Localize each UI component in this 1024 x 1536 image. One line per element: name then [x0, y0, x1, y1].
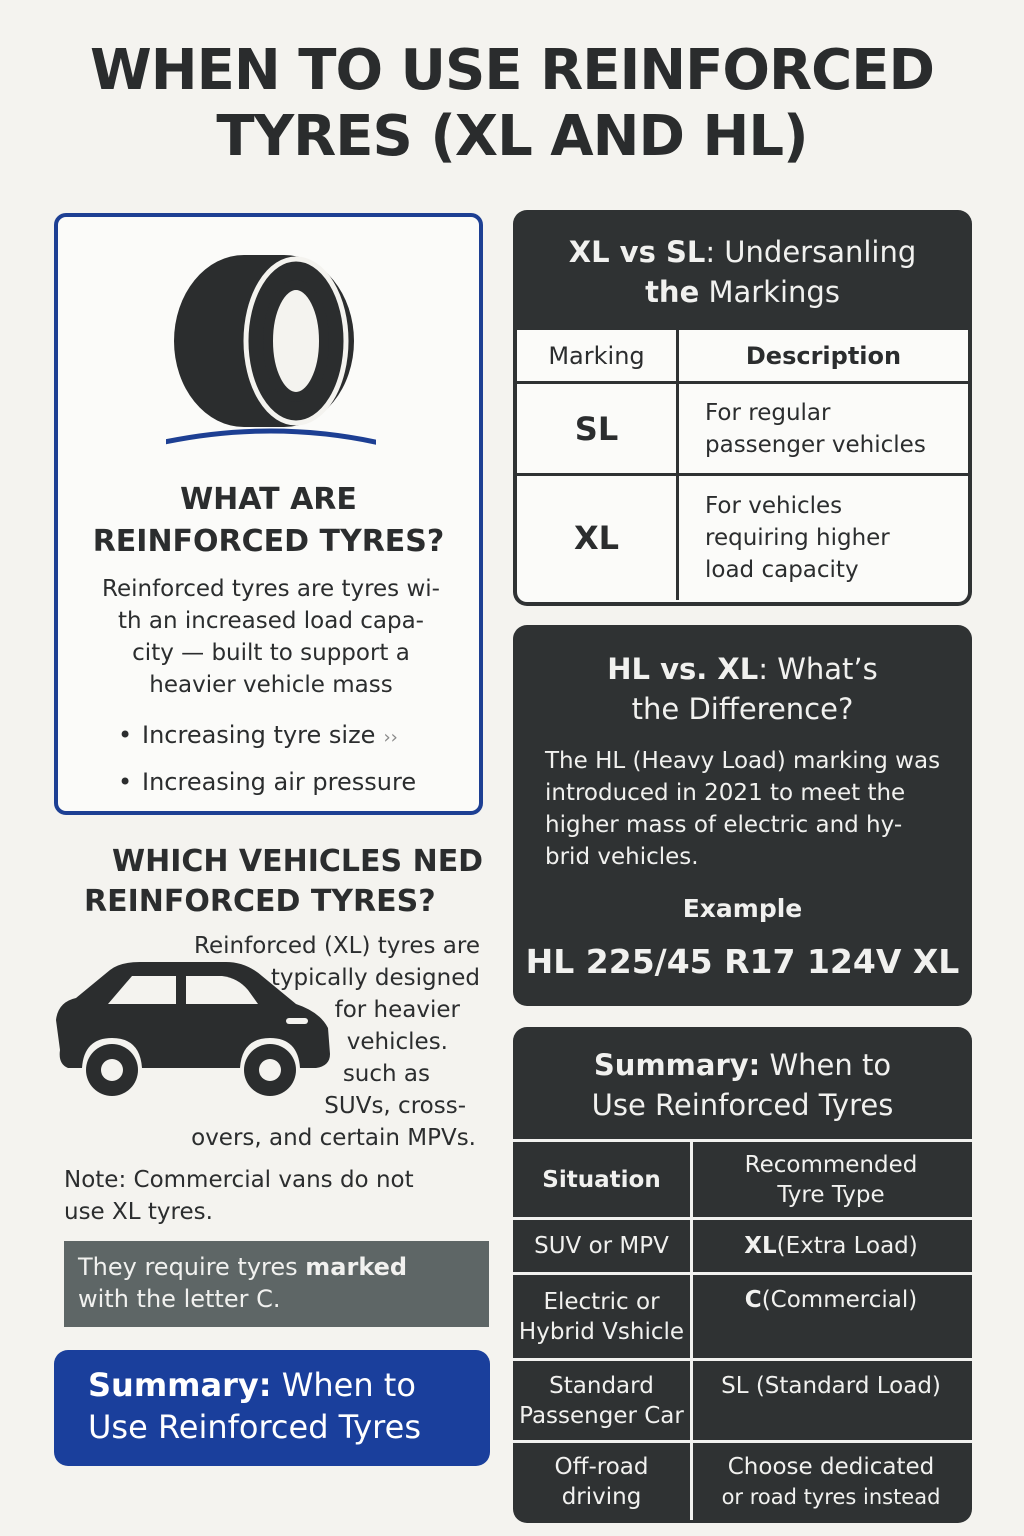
table-row: [517, 384, 968, 476]
marking-cell: XL: [517, 476, 679, 600]
situation-line: Electric or: [543, 1288, 660, 1315]
summary-row: [513, 1272, 972, 1358]
which-vehicles-heading-line-2: REINFORCED TYRES?: [84, 884, 436, 919]
hl-text-line: higher mass of electric and hy-: [545, 812, 903, 838]
table-header-row: [517, 330, 968, 384]
vehicles-text-line: for heavier: [334, 997, 460, 1023]
markings-title: [513, 232, 972, 312]
marking-cell: SL: [517, 384, 679, 473]
description-line: For vehicles: [705, 493, 843, 519]
title-line-2: TYRES (XL AND HL): [216, 104, 808, 169]
header-recommended: [693, 1142, 969, 1217]
hl-text-line: brid vehicles.: [545, 844, 699, 870]
page-title: [0, 38, 1024, 170]
callout-bold-text: marked: [305, 1253, 408, 1281]
hl-title-rest: : What’s: [758, 652, 878, 686]
situation-line: Hybrid Vshicle: [518, 1318, 685, 1345]
tyre-type-cell: [693, 1443, 969, 1520]
summary-panel: [513, 1027, 972, 1523]
markings-title-line-2-rest: Markings: [699, 275, 840, 309]
vehicles-text-line: such as: [342, 1061, 430, 1087]
tyre-icon: [166, 247, 376, 447]
summary-banner-bold: Summary:: [88, 1366, 272, 1404]
bullet-text: Increasing tyre size: [142, 721, 376, 749]
which-vehicles-heading-line-1: WHICH VEHICLES NED: [112, 844, 484, 879]
what-are-text-line: th an increased load capa-: [118, 608, 424, 634]
which-vehicles-heading: [84, 842, 504, 922]
letter-c-callout: [64, 1241, 489, 1327]
table-row: [517, 476, 968, 600]
description-line: load capacity: [705, 557, 859, 583]
description-line: passenger vehicles: [705, 431, 926, 458]
situation-line: Standard: [549, 1372, 654, 1399]
vehicles-text-line: vehicles.: [346, 1029, 448, 1055]
what-are-heading: [58, 479, 479, 563]
hl-description: [545, 745, 955, 873]
summary-banner: [54, 1350, 490, 1466]
what-are-text-line: Reinforced tyres are tyres wi-: [102, 576, 440, 602]
bullet-text: Increasing air pressure: [142, 768, 417, 796]
callout-text-line-2: with the letter C.: [78, 1285, 281, 1313]
summary-banner-line-2: Use Reinforced Tyres: [88, 1408, 421, 1446]
header-situation: Situation: [513, 1142, 693, 1217]
tyre-type-cell: [693, 1220, 969, 1272]
summary-header-row: [513, 1139, 972, 1217]
description-cell: [679, 384, 968, 473]
tyre-type-bold: C: [744, 1287, 762, 1313]
table-header-marking: Marking: [517, 330, 679, 381]
table-header-description: Description: [745, 341, 902, 370]
situation-cell: [513, 1275, 693, 1358]
summary-title: [513, 1045, 972, 1125]
markings-panel: [513, 210, 972, 606]
commercial-vans-note: [64, 1164, 484, 1228]
which-vehicles-description: [150, 930, 480, 1154]
summary-row: [513, 1440, 972, 1520]
tyre-type-text: Choose dedicated: [727, 1453, 935, 1480]
hl-title-line-2: the Difference?: [631, 692, 854, 726]
vehicles-text-line: overs, and certain MPVs.: [191, 1125, 476, 1151]
situation-cell: [513, 1443, 693, 1520]
what-are-text-line: city — built to support a: [132, 640, 410, 666]
header-recommended-line-1: Recommended: [744, 1151, 918, 1178]
vehicles-text-line: SUVs, cross-: [324, 1093, 466, 1119]
situation-cell: SUV or MPV: [513, 1220, 693, 1272]
chevron-right-icon: ››: [383, 727, 398, 748]
bullet-item: [118, 760, 416, 805]
summary-row: [513, 1217, 972, 1272]
note-line: use XL tyres.: [64, 1199, 213, 1225]
what-are-heading-line-1: WHAT ARE: [180, 482, 357, 517]
hl-vs-xl-title: [513, 649, 972, 729]
summary-banner-text: When to: [271, 1366, 416, 1404]
summary-title-bold: Summary:: [593, 1048, 761, 1082]
bullet-item: [118, 713, 416, 760]
tyre-type-cell: [693, 1275, 969, 1358]
markings-table: [517, 330, 968, 602]
what-are-bullet-list: [118, 713, 416, 805]
summary-title-line-2: Use Reinforced Tyres: [591, 1088, 894, 1122]
markings-title-line-2-bold: the: [645, 275, 700, 309]
description-cell: [679, 476, 968, 600]
tyre-type-text: (Extra Load): [776, 1233, 918, 1259]
markings-title-bold: XL vs SL: [568, 235, 706, 269]
hl-title-bold: HL vs. XL: [607, 652, 759, 686]
tyre-type-bold: XL: [744, 1233, 777, 1259]
vehicles-text-line: typically designed: [270, 965, 480, 991]
what-are-reinforced-tyres-card: [54, 213, 483, 815]
description-line: requiring higher: [705, 525, 890, 551]
tyre-type-text-line-2: or road tyres instead: [721, 1484, 941, 1509]
summary-title-rest: When to: [760, 1048, 892, 1082]
example-label: Example: [682, 894, 803, 923]
what-are-text-line: heavier vehicle mass: [149, 672, 393, 698]
situation-line: Off-road: [554, 1453, 649, 1480]
tyre-type-text: (Commercial): [761, 1287, 918, 1313]
hl-vs-xl-panel: [513, 625, 972, 1006]
note-line: Note: Commercial vans do not: [64, 1167, 414, 1193]
tyre-type-cell: [693, 1361, 969, 1440]
callout-text: They require tyres: [78, 1253, 306, 1281]
situation-cell: [513, 1361, 693, 1440]
hl-text-line: The HL (Heavy Load) marking was: [545, 748, 941, 774]
what-are-description: [78, 573, 464, 701]
hl-text-line: introduced in 2021 to meet the: [545, 780, 906, 806]
description-line: For regular: [705, 399, 831, 426]
tyre-type-text: SL (Standard Load): [721, 1373, 941, 1399]
situation-line: driving: [561, 1483, 642, 1510]
title-line-1: WHEN TO USE REINFORCED: [89, 38, 934, 103]
example-tyre-code: HL 225/45 R17 124V XL: [525, 942, 960, 981]
header-recommended-line-2: Tyre Type: [777, 1181, 885, 1208]
summary-row: [513, 1358, 972, 1440]
vehicles-text-line: Reinforced (XL) tyres are: [194, 933, 480, 959]
situation-line: Passenger Car: [519, 1402, 684, 1429]
what-are-heading-line-2: REINFORCED TYRES?: [92, 524, 445, 559]
markings-title-rest: : Undersanling: [705, 235, 917, 269]
